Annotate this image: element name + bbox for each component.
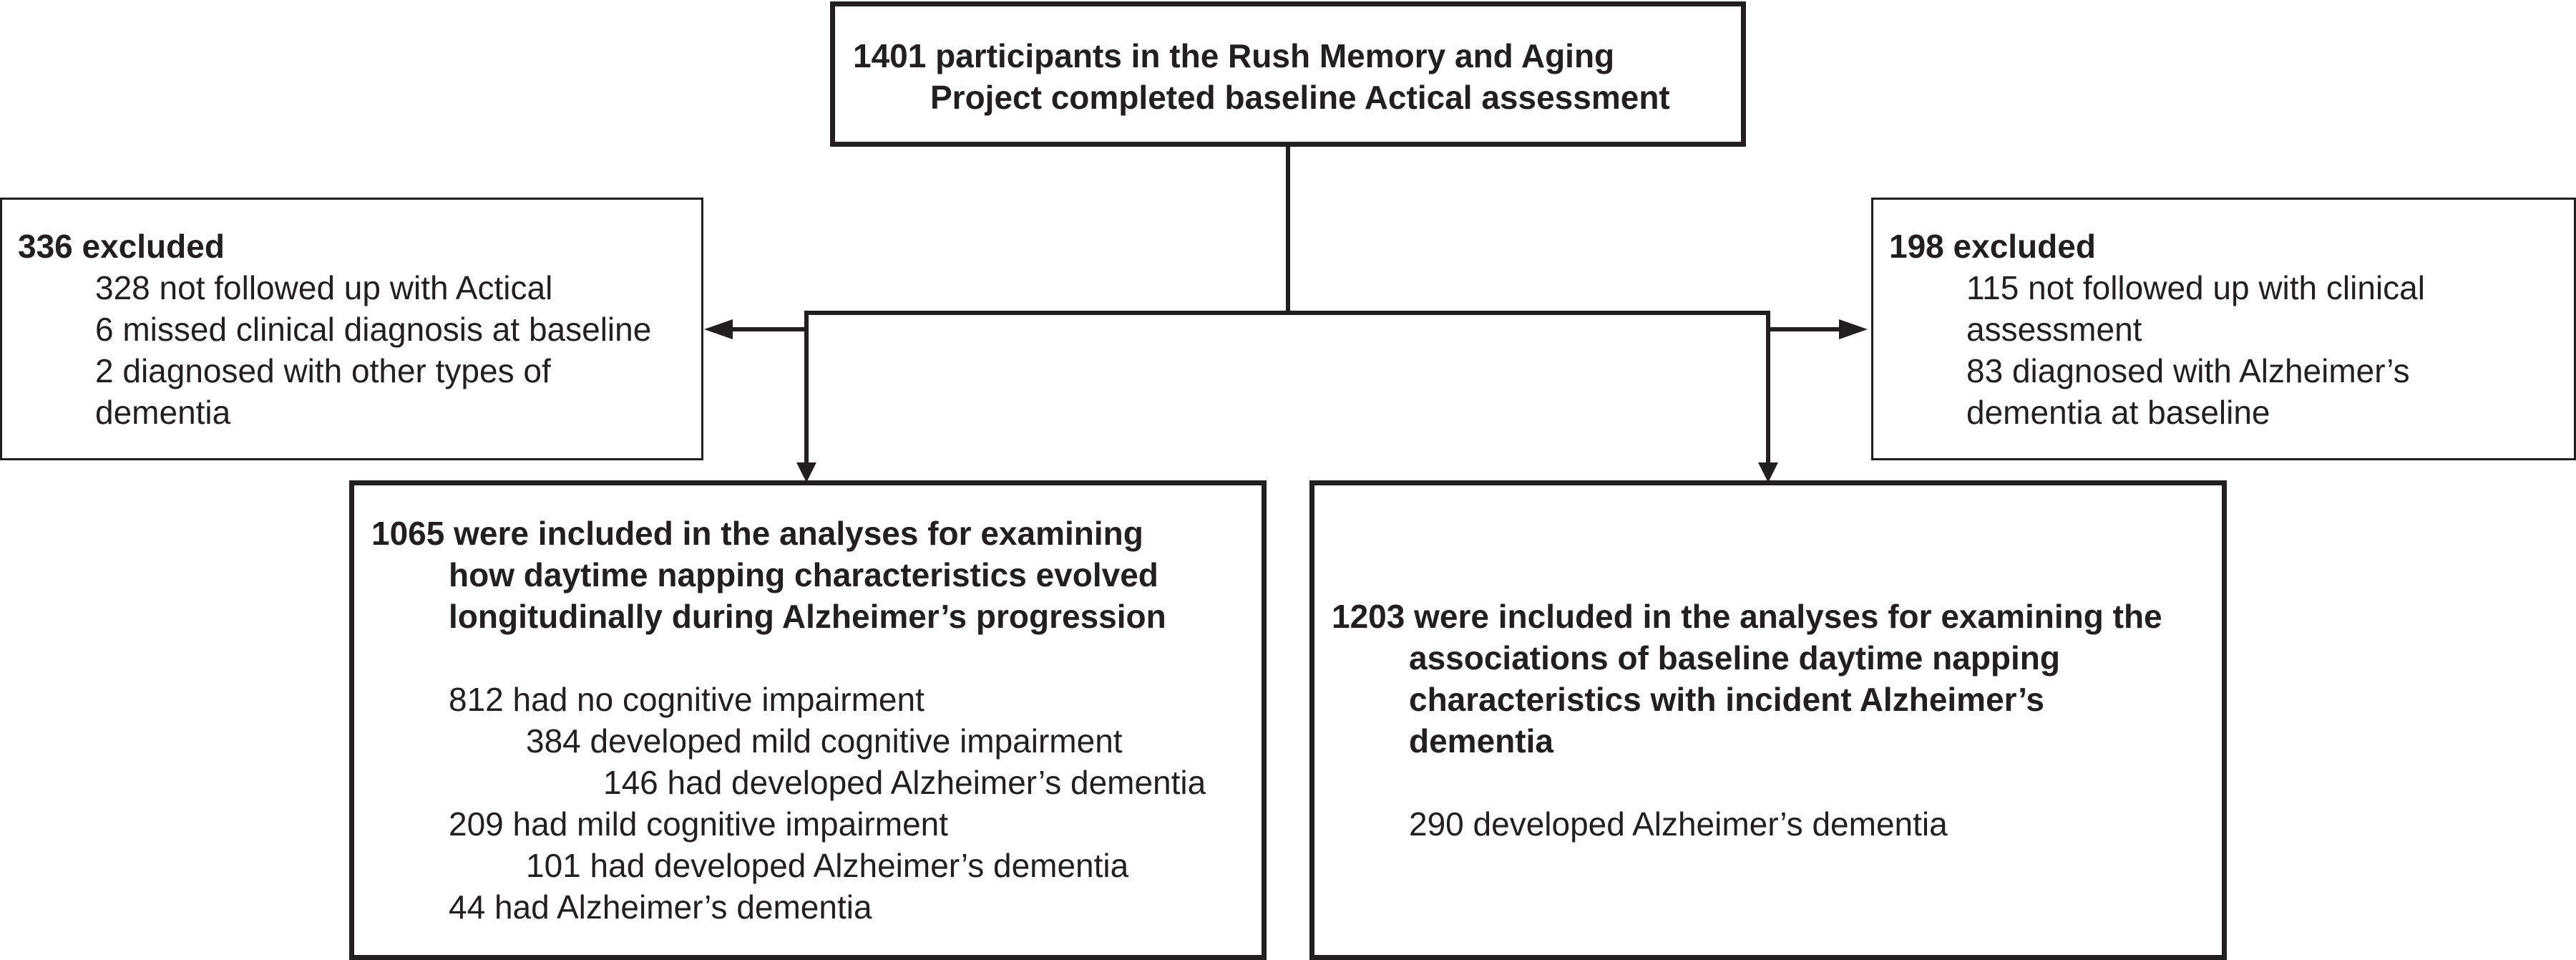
arrow-down-right-icon — [1758, 462, 1778, 483]
included-left-heading: how daytime napping characteristics evolved — [449, 556, 1158, 593]
included-left-box — [349, 480, 1267, 960]
excluded-left-heading: 336 excluded — [18, 228, 225, 265]
included-left-detail: 146 had developed Alzheimer’s dementia — [603, 764, 1206, 801]
excluded-right-heading: 198 excluded — [1889, 228, 2096, 265]
arrow-right-icon — [1839, 319, 1868, 339]
included-left-heading: longitudinally during Alzheimer’s progression — [449, 598, 1166, 635]
excluded-right-item: dementia at baseline — [1966, 394, 2270, 431]
enrollment-box — [830, 1, 1746, 147]
included-left-detail: 209 had mild cognitive impairment — [449, 805, 949, 843]
included-right-detail: 290 developed Alzheimer’s dementia — [1409, 805, 1948, 843]
included-right-heading: associations of baseline daytime napping — [1409, 639, 2061, 677]
excluded-left-item: 2 diagnosed with other types of — [95, 352, 551, 389]
included-left-heading: 1065 were included in the analyses for examining — [371, 515, 1143, 552]
excluded-left-item: 328 not followed up with Actical — [95, 269, 553, 306]
included-left-detail: 812 had no cognitive impairment — [449, 681, 924, 718]
excluded-right-item: assessment — [1966, 311, 2142, 348]
excluded-left-box — [0, 198, 703, 460]
spacer — [1332, 762, 2222, 803]
spacer — [371, 637, 1262, 679]
arrow-down-left-icon — [796, 462, 816, 483]
included-right-heading: 1203 were included in the analyses for examining the — [1332, 598, 2162, 635]
included-left-detail: 44 had Alzheimer’s dementia — [449, 888, 872, 926]
enrollment-line-2: Project completed baseline Actical assessment — [930, 79, 1670, 116]
excluded-left-item: dementia — [95, 394, 231, 431]
included-right-heading: characteristics with incident Alzheimer’s — [1409, 681, 2044, 718]
excluded-right-box — [1871, 198, 2576, 460]
included-right-box — [1309, 480, 2227, 960]
arrow-left-icon — [704, 319, 733, 339]
excluded-right-item: 83 diagnosed with Alzheimer’s — [1966, 352, 2410, 389]
included-left-detail: 101 had developed Alzheimer’s dementia — [526, 847, 1129, 884]
excluded-left-item: 6 missed clinical diagnosis at baseline — [95, 311, 652, 348]
included-right-heading: dementia — [1409, 722, 1553, 760]
excluded-right-item: 115 not followed up with clinical — [1966, 269, 2425, 306]
included-left-detail: 384 developed mild cognitive impairment — [526, 722, 1123, 760]
enrollment-line-1: 1401 participants in the Rush Memory and Aging — [853, 37, 1615, 74]
